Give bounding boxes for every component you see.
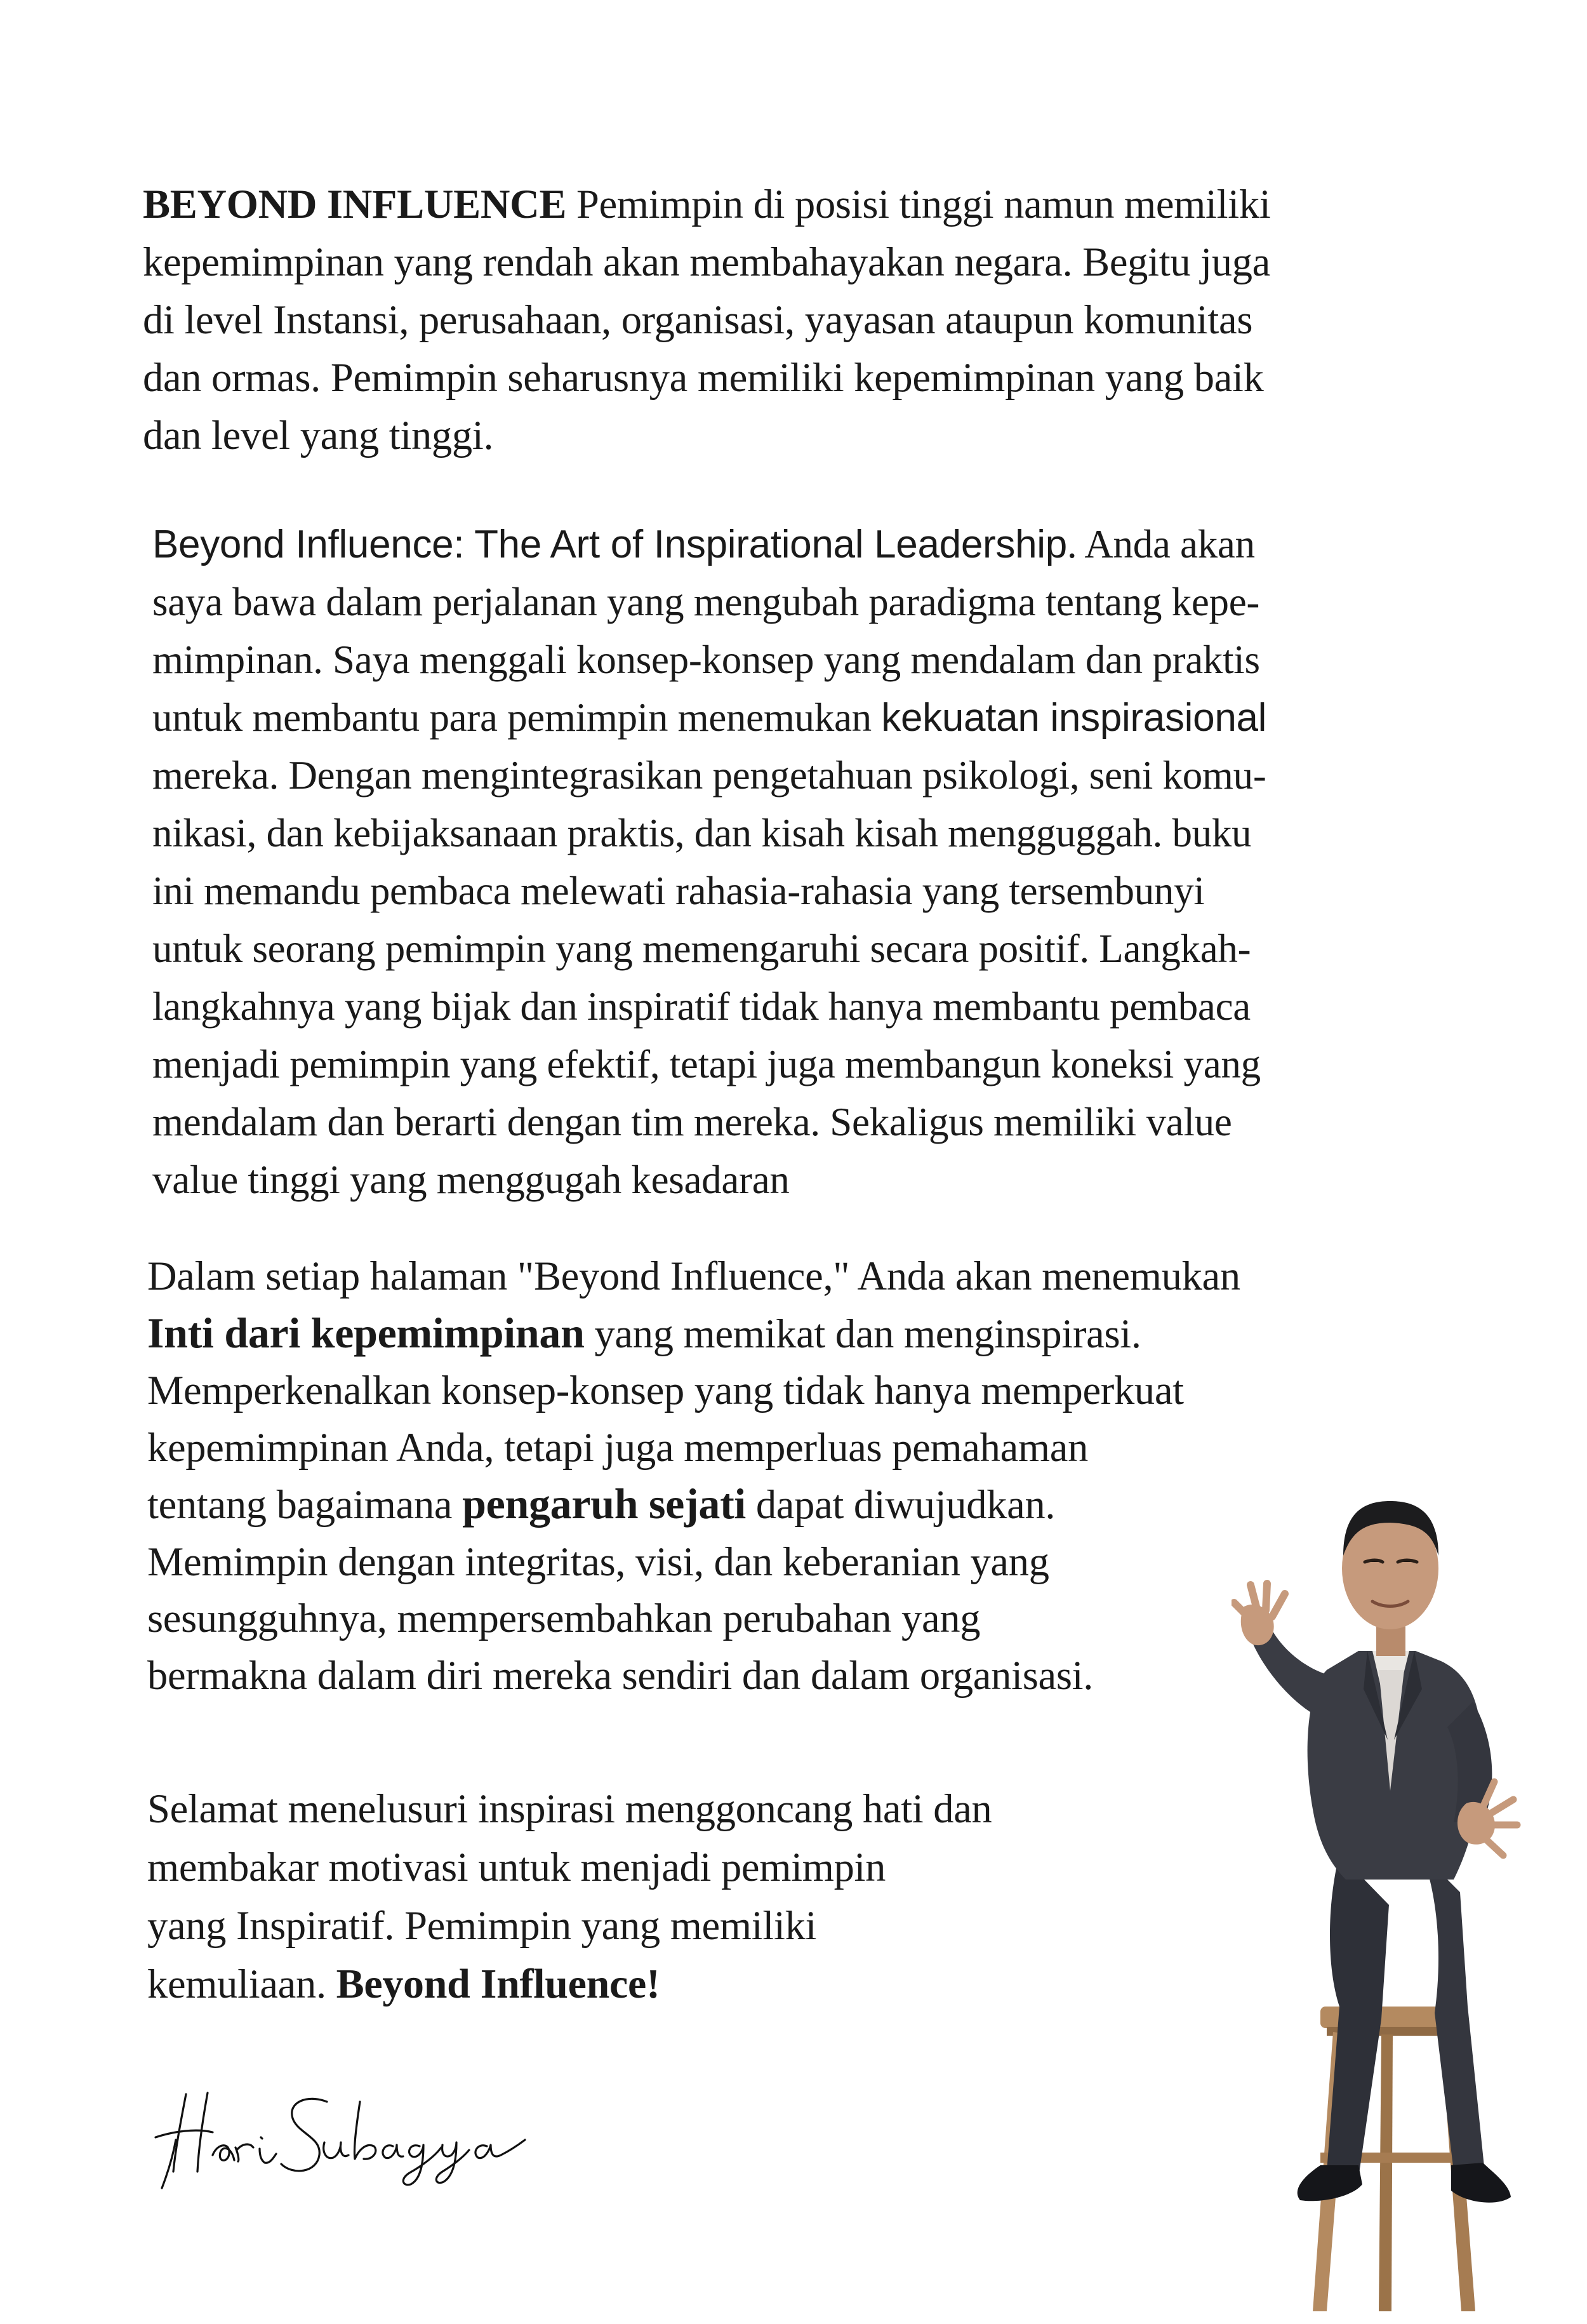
author-portrait-image (1232, 1460, 1562, 2311)
book-line: saya bawa dalam perjalanan yang mengubah paradigma tentang kepe- (152, 580, 1260, 624)
intro-line: BEYOND INFLUENCE Pemimpin di posisi tinggi namun memiliki (143, 182, 1271, 227)
essence-line: sesungguhnya, mempersembahkan perubahan yang (147, 1596, 981, 1641)
emphasis-phrase: Beyond Influence! (336, 1961, 660, 2007)
signature-image (136, 2076, 543, 2197)
essence-line: Dalam setiap halaman "Beyond Influence," Anda akan menemukan (147, 1253, 1240, 1299)
essence-line: Memimpin dengan integritas, visi, dan keberanian yang (147, 1539, 1049, 1584)
book-line: menjadi pemimpin yang efektif, tetapi juga membangun koneksi yang (152, 1042, 1261, 1086)
book-line: untuk membantu para pemimpin menemukan kekuatan inspirasional (152, 695, 1267, 740)
book-line: mendalam dan berarti dengan tim mereka. Sekaligus memiliki value (152, 1100, 1232, 1144)
essence-line: Inti dari kepemimpinan yang memikat dan menginspirasi. (147, 1308, 1141, 1357)
book-line: untuk seorang pemimpin yang memengaruhi secara positif. Langkah- (152, 926, 1251, 971)
intro-heading: BEYOND INFLUENCE (143, 182, 567, 227)
emphasis-phrase: pengaruh sejati (462, 1479, 747, 1528)
closing-line: membakar motivasi untuk menjadi pemimpin (147, 1845, 886, 1890)
intro-line: di level Instansi, perusahaan, organisasi, yayasan ataupun komunitas (143, 297, 1253, 342)
book-line: mereka. Dengan mengintegrasikan pengetahuan psikologi, seni komu- (152, 753, 1266, 798)
intro-line: dan level yang tinggi. (143, 413, 494, 458)
book-line: mimpinan. Saya menggali konsep-konsep yang mendalam dan praktis (152, 638, 1260, 682)
essence-line: kepemimpinan Anda, tetapi juga memperluas pemahaman (147, 1424, 1089, 1470)
essence-line: bermakna dalam diri mereka sendiri dan dalam organisasi. (147, 1652, 1094, 1698)
book-line: langkahnya yang bijak dan inspiratif tidak hanya membantu pembaca (152, 984, 1251, 1029)
intro-line: kepemimpinan yang rendah akan membahayakan negara. Begitu juga (143, 239, 1270, 284)
book-paragraph (152, 516, 1473, 1209)
book-line: Beyond Influence: The Art of Inspirational Leadership. Anda akan (152, 522, 1255, 566)
closing-line: Selamat menelusuri inspirasi menggoncang hati dan (147, 1786, 992, 1831)
book-line: value tinggi yang menggugah kesadaran (152, 1158, 790, 1202)
emphasis-phrase: kekuatan inspirasional (881, 696, 1267, 740)
book-line: nikasi, dan kebijaksanaan praktis, dan kisah kisah mengguggah. buku (152, 811, 1252, 855)
emphasis-phrase: Inti dari kepemimpinan (147, 1308, 585, 1357)
essence-line: Memperkenalkan konsep-konsep yang tidak hanya memperkuat (147, 1368, 1184, 1413)
essence-line: tentang bagaimana pengaruh sejati dapat diwujudkan. (147, 1479, 1056, 1528)
closing-line: yang Inspiratif. Pemimpin yang memiliki (147, 1903, 817, 1948)
closing-line: kemuliaan. Beyond Influence! (147, 1961, 660, 2007)
intro-paragraph (143, 175, 1463, 464)
intro-line: dan ormas. Pemimpin seharusnya memiliki kepemimpinan yang baik (143, 355, 1264, 400)
book-title: Beyond Influence: The Art of Inspirational Leadership (152, 523, 1067, 566)
book-line: ini memandu pembaca melewati rahasia-rahasia yang tersembunyi (152, 869, 1205, 913)
